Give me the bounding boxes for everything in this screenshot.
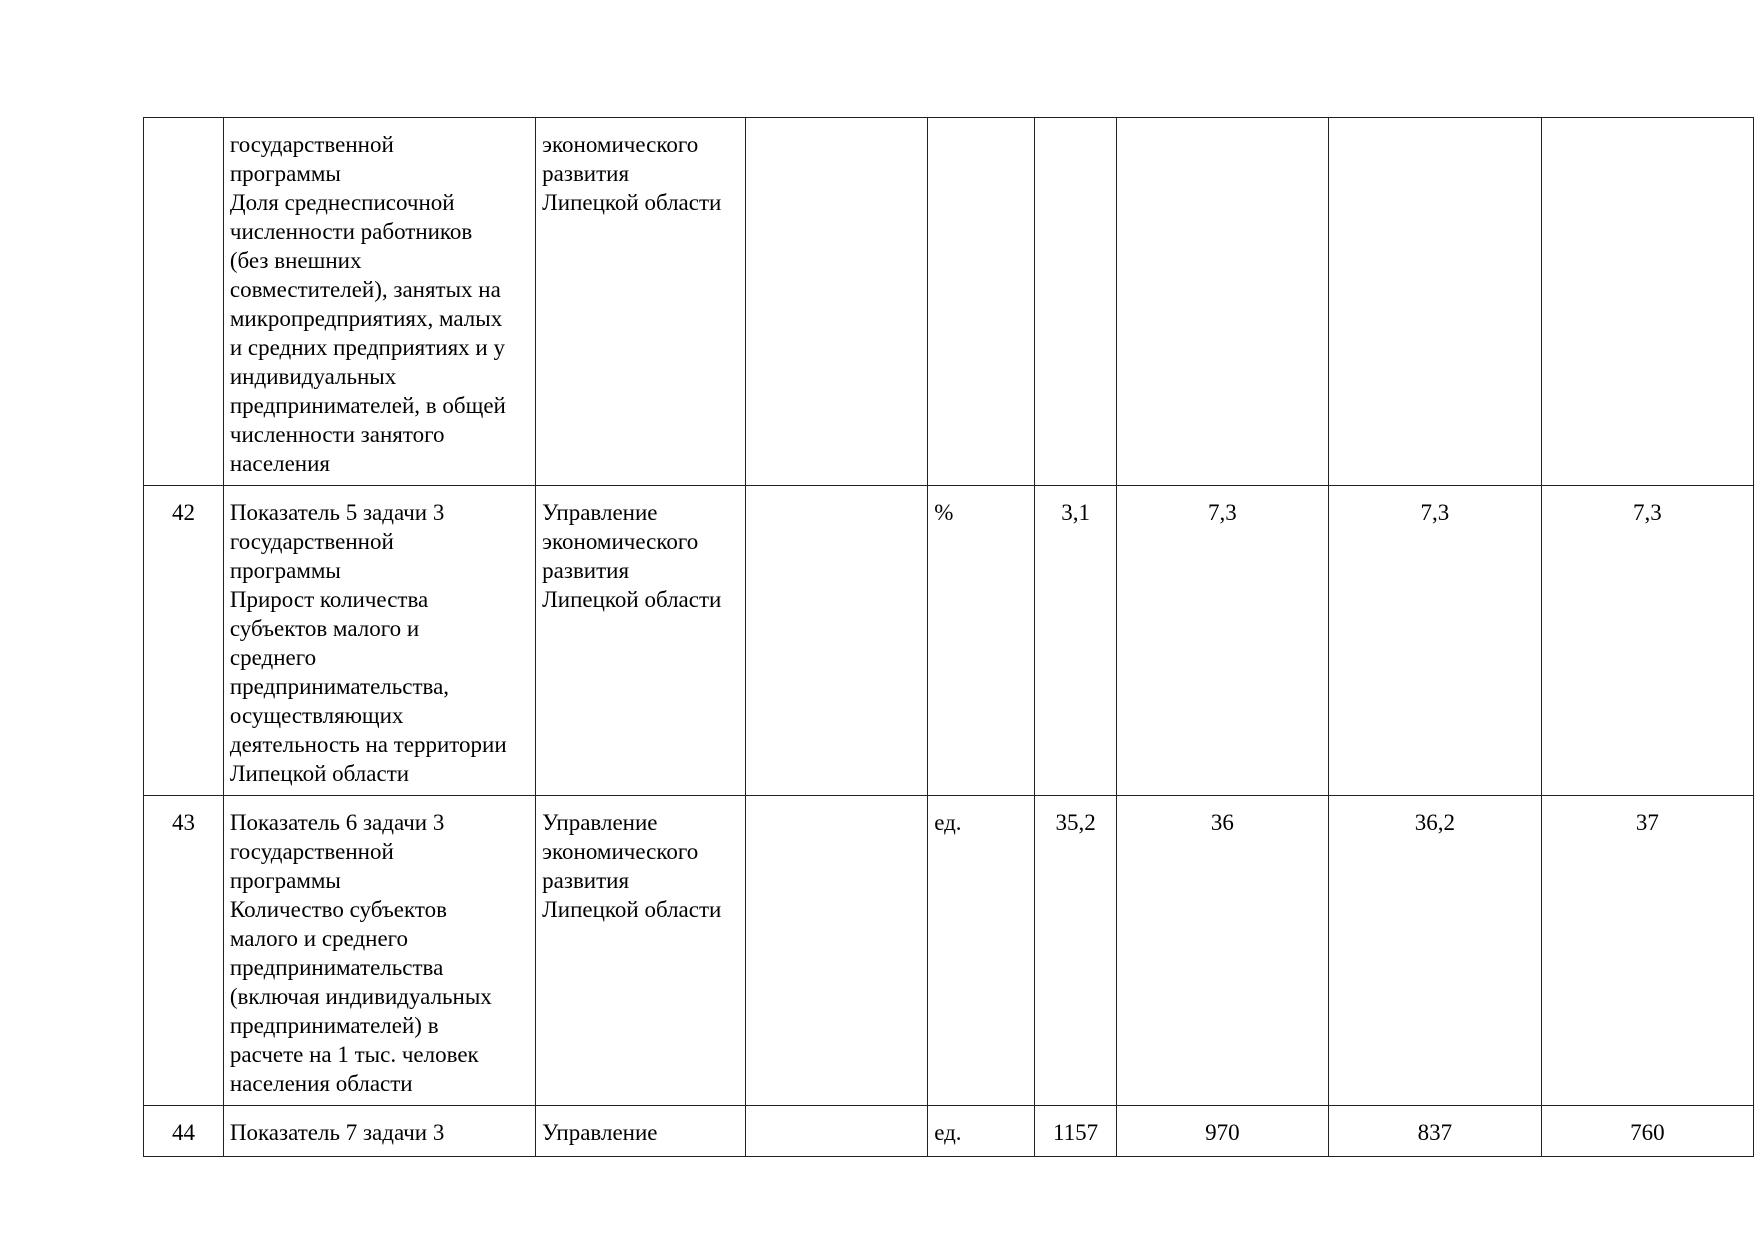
- value-cell: 36: [1116, 796, 1328, 1106]
- indicator-description-cell: Показатель 6 задачи 3 государственной программы Количество субъектов малого и среднего предпринимательства (включая индивидуальных предпринимателей) в расчете на 1 тыс. человек населения области: [223, 796, 535, 1106]
- unit-cell: [928, 118, 1035, 486]
- unit-cell: %: [928, 486, 1035, 796]
- value-cell: 35,2: [1035, 796, 1116, 1106]
- unit-cell: ед.: [928, 796, 1035, 1106]
- row-number-cell: 42: [144, 486, 224, 796]
- row-number-cell: 43: [144, 796, 224, 1106]
- table-row: [144, 486, 1754, 796]
- value-cell: 1157: [1035, 1106, 1116, 1157]
- responsible-executor-cell: Управление экономического развития Липецкой области: [536, 796, 746, 1106]
- row-number-cell: 44: [144, 1106, 224, 1157]
- table-row: [144, 1106, 1754, 1157]
- empty-column-cell: [746, 796, 928, 1106]
- row-number-cell: [144, 118, 224, 486]
- empty-column-cell: [746, 1106, 928, 1157]
- responsible-executor-cell: экономического развития Липецкой области: [536, 118, 746, 486]
- value-cell: 36,2: [1329, 796, 1542, 1106]
- value-cell: [1116, 118, 1328, 486]
- value-cell: 7,3: [1116, 486, 1328, 796]
- value-cell: 7,3: [1329, 486, 1542, 796]
- value-cell: 7,3: [1541, 486, 1753, 796]
- indicator-table: [143, 117, 1754, 1157]
- value-cell: [1541, 118, 1753, 486]
- empty-column-cell: [746, 118, 928, 486]
- unit-cell: ед.: [928, 1106, 1035, 1157]
- value-cell: [1329, 118, 1542, 486]
- table-row: [144, 796, 1754, 1106]
- responsible-executor-cell: Управление экономического развития Липецкой области: [536, 486, 746, 796]
- table-row: [144, 118, 1754, 486]
- value-cell: 37: [1541, 796, 1753, 1106]
- value-cell: 3,1: [1035, 486, 1116, 796]
- responsible-executor-cell: Управление: [536, 1106, 746, 1157]
- value-cell: 970: [1116, 1106, 1328, 1157]
- indicator-description-cell: Показатель 7 задачи 3: [223, 1106, 535, 1157]
- indicator-description-cell: Показатель 5 задачи 3 государственной программы Прирост количества субъектов малого и среднего предпринимательства, осуществляющих деятельность на территории Липецкой области: [223, 486, 535, 796]
- value-cell: 837: [1329, 1106, 1542, 1157]
- value-cell: [1035, 118, 1116, 486]
- indicator-description-cell: государственной программы Доля среднесписочной численности работников (без внешних совместителей), занятых на микропредприятиях, малых и средних предприятиях и у индивидуальных предпринимателей, в общей численности занятого населения: [223, 118, 535, 486]
- empty-column-cell: [746, 486, 928, 796]
- table-body: [144, 118, 1754, 1157]
- value-cell: 760: [1541, 1106, 1753, 1157]
